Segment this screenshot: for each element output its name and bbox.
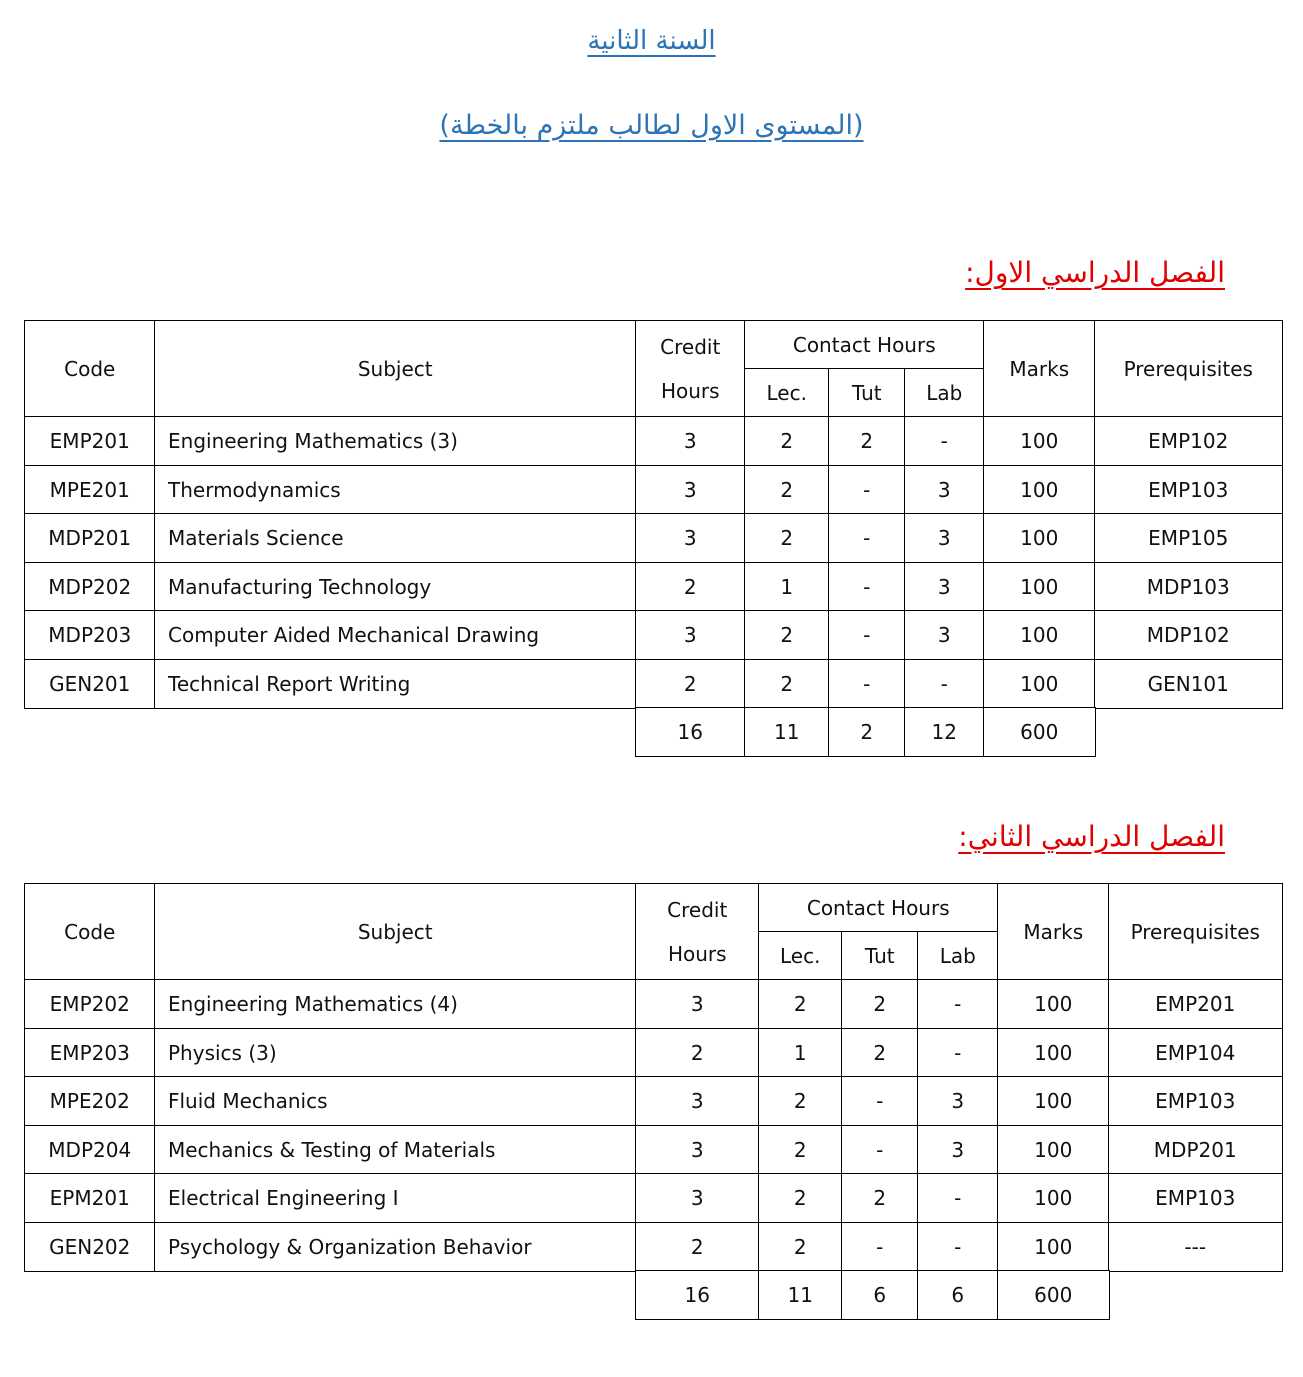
row-lec: 2 [744, 659, 830, 709]
row-marks: 100 [983, 610, 1096, 660]
row-lab: - [904, 416, 985, 466]
header-marks: Marks [983, 320, 1096, 418]
row-code: MDP202 [24, 562, 156, 612]
row-credit: 2 [635, 1222, 760, 1272]
row-tut: - [828, 562, 906, 612]
row-lab: - [917, 1222, 999, 1272]
row-credit: 2 [635, 1028, 760, 1078]
row-credit: 2 [635, 659, 746, 709]
header-lab: Lab [917, 931, 999, 981]
header-contact-hours: Contact Hours [744, 320, 985, 370]
row-marks: 100 [983, 659, 1096, 709]
row-marks: 100 [983, 562, 1096, 612]
row-prereq: EMP103 [1108, 1173, 1283, 1223]
row-subject: Technical Report Writing [154, 659, 637, 709]
row-marks: 100 [997, 979, 1110, 1029]
total-lab: 12 [904, 707, 985, 757]
row-credit: 3 [635, 1125, 760, 1175]
level-title: (المستوى الاول لطالب ملتزم بالخطة) [439, 110, 864, 141]
header-credit-line2: Hours [660, 378, 720, 403]
header-code: Code [24, 883, 156, 981]
row-tut: - [841, 1222, 919, 1272]
header-lec: Lec. [758, 931, 843, 981]
row-subject: Manufacturing Technology [154, 562, 637, 612]
row-prereq: MDP102 [1094, 610, 1283, 660]
header-prerequisites: Prerequisites [1094, 320, 1283, 418]
row-lec: 2 [758, 1173, 843, 1223]
row-subject: Materials Science [154, 513, 637, 563]
row-credit: 3 [635, 1173, 760, 1223]
total-credit: 16 [635, 707, 746, 757]
header-credit-line2: Hours [667, 941, 727, 966]
row-lab: - [904, 659, 985, 709]
row-prereq: MDP103 [1094, 562, 1283, 612]
row-credit: 3 [635, 513, 746, 563]
row-lab: 3 [917, 1076, 999, 1126]
row-lab: - [917, 1028, 999, 1078]
row-marks: 100 [997, 1028, 1110, 1078]
row-tut: 2 [841, 979, 919, 1029]
row-code: MDP201 [24, 513, 156, 563]
row-subject: Computer Aided Mechanical Drawing [154, 610, 637, 660]
row-code: EMP201 [24, 416, 156, 466]
row-credit: 3 [635, 416, 746, 466]
row-marks: 100 [997, 1076, 1110, 1126]
row-tut: 2 [841, 1028, 919, 1078]
row-tut: - [828, 465, 906, 515]
total-credit: 16 [635, 1270, 760, 1320]
header-subject: Subject [154, 883, 637, 981]
header-credit-hours [635, 320, 746, 418]
header-credit-hours [635, 883, 760, 981]
row-code: GEN201 [24, 659, 156, 709]
header-tut: Tut [828, 368, 906, 418]
row-credit: 3 [635, 1076, 760, 1126]
row-marks: 100 [997, 1173, 1110, 1223]
row-subject: Engineering Mathematics (3) [154, 416, 637, 466]
row-subject: Psychology & Organization Behavior [154, 1222, 637, 1272]
year-title: السنة الثانية [587, 26, 716, 56]
header-contact-hours: Contact Hours [758, 883, 999, 933]
row-marks: 100 [997, 1125, 1110, 1175]
row-lec: 2 [758, 1125, 843, 1175]
row-subject: Physics (3) [154, 1028, 637, 1078]
semester-2-title: الفصل الدراسي الثاني: [958, 820, 1225, 853]
row-code: MDP204 [24, 1125, 156, 1175]
row-code: EMP202 [24, 979, 156, 1029]
row-lec: 2 [758, 1222, 843, 1272]
row-prereq: EMP104 [1108, 1028, 1283, 1078]
row-marks: 100 [997, 1222, 1110, 1272]
row-tut: - [828, 513, 906, 563]
row-lab: 3 [917, 1125, 999, 1175]
total-marks: 600 [997, 1270, 1110, 1320]
row-marks: 100 [983, 465, 1096, 515]
total-marks: 600 [983, 707, 1096, 757]
row-lab: 3 [904, 465, 985, 515]
header-marks: Marks [997, 883, 1110, 981]
header-subject: Subject [154, 320, 637, 418]
row-prereq: EMP102 [1094, 416, 1283, 466]
row-code: EMP203 [24, 1028, 156, 1078]
row-lec: 2 [744, 416, 830, 466]
row-lab: - [917, 979, 999, 1029]
row-prereq: GEN101 [1094, 659, 1283, 709]
row-tut: 2 [841, 1173, 919, 1223]
row-subject: Thermodynamics [154, 465, 637, 515]
row-subject: Electrical Engineering I [154, 1173, 637, 1223]
row-tut: - [841, 1125, 919, 1175]
row-subject: Engineering Mathematics (4) [154, 979, 637, 1029]
row-prereq: EMP103 [1108, 1076, 1283, 1126]
row-subject: Fluid Mechanics [154, 1076, 637, 1126]
row-prereq: --- [1108, 1222, 1283, 1272]
header-lab: Lab [904, 368, 985, 418]
semester-1-title: الفصل الدراسي الاول: [965, 256, 1225, 289]
row-tut: - [841, 1076, 919, 1126]
row-lab: 3 [904, 513, 985, 563]
total-tut: 6 [841, 1270, 919, 1320]
row-lab: 3 [904, 562, 985, 612]
row-lec: 2 [758, 979, 843, 1029]
row-credit: 3 [635, 465, 746, 515]
row-lab: 3 [904, 610, 985, 660]
row-lec: 2 [744, 513, 830, 563]
row-lec: 2 [758, 1076, 843, 1126]
row-credit: 2 [635, 562, 746, 612]
row-code: MDP203 [24, 610, 156, 660]
header-tut: Tut [841, 931, 919, 981]
row-subject: Mechanics & Testing of Materials [154, 1125, 637, 1175]
row-prereq: EMP103 [1094, 465, 1283, 515]
row-marks: 100 [983, 513, 1096, 563]
row-code: MPE201 [24, 465, 156, 515]
row-lec: 2 [744, 610, 830, 660]
row-lec: 1 [744, 562, 830, 612]
row-prereq: EMP105 [1094, 513, 1283, 563]
total-tut: 2 [828, 707, 906, 757]
row-tut: - [828, 659, 906, 709]
header-credit-line1: Credit [660, 334, 721, 359]
row-code: EPM201 [24, 1173, 156, 1223]
row-lec: 1 [758, 1028, 843, 1078]
header-lec: Lec. [744, 368, 830, 418]
row-code: GEN202 [24, 1222, 156, 1272]
total-lec: 11 [744, 707, 830, 757]
row-tut: - [828, 610, 906, 660]
header-prerequisites: Prerequisites [1108, 883, 1283, 981]
row-marks: 100 [983, 416, 1096, 466]
row-prereq: MDP201 [1108, 1125, 1283, 1175]
row-lec: 2 [744, 465, 830, 515]
row-prereq: EMP201 [1108, 979, 1283, 1029]
row-code: MPE202 [24, 1076, 156, 1126]
header-code: Code [24, 320, 156, 418]
row-credit: 3 [635, 610, 746, 660]
header-credit-line1: Credit [667, 897, 728, 922]
row-tut: 2 [828, 416, 906, 466]
total-lab: 6 [917, 1270, 999, 1320]
row-credit: 3 [635, 979, 760, 1029]
total-lec: 11 [758, 1270, 843, 1320]
row-lab: - [917, 1173, 999, 1223]
